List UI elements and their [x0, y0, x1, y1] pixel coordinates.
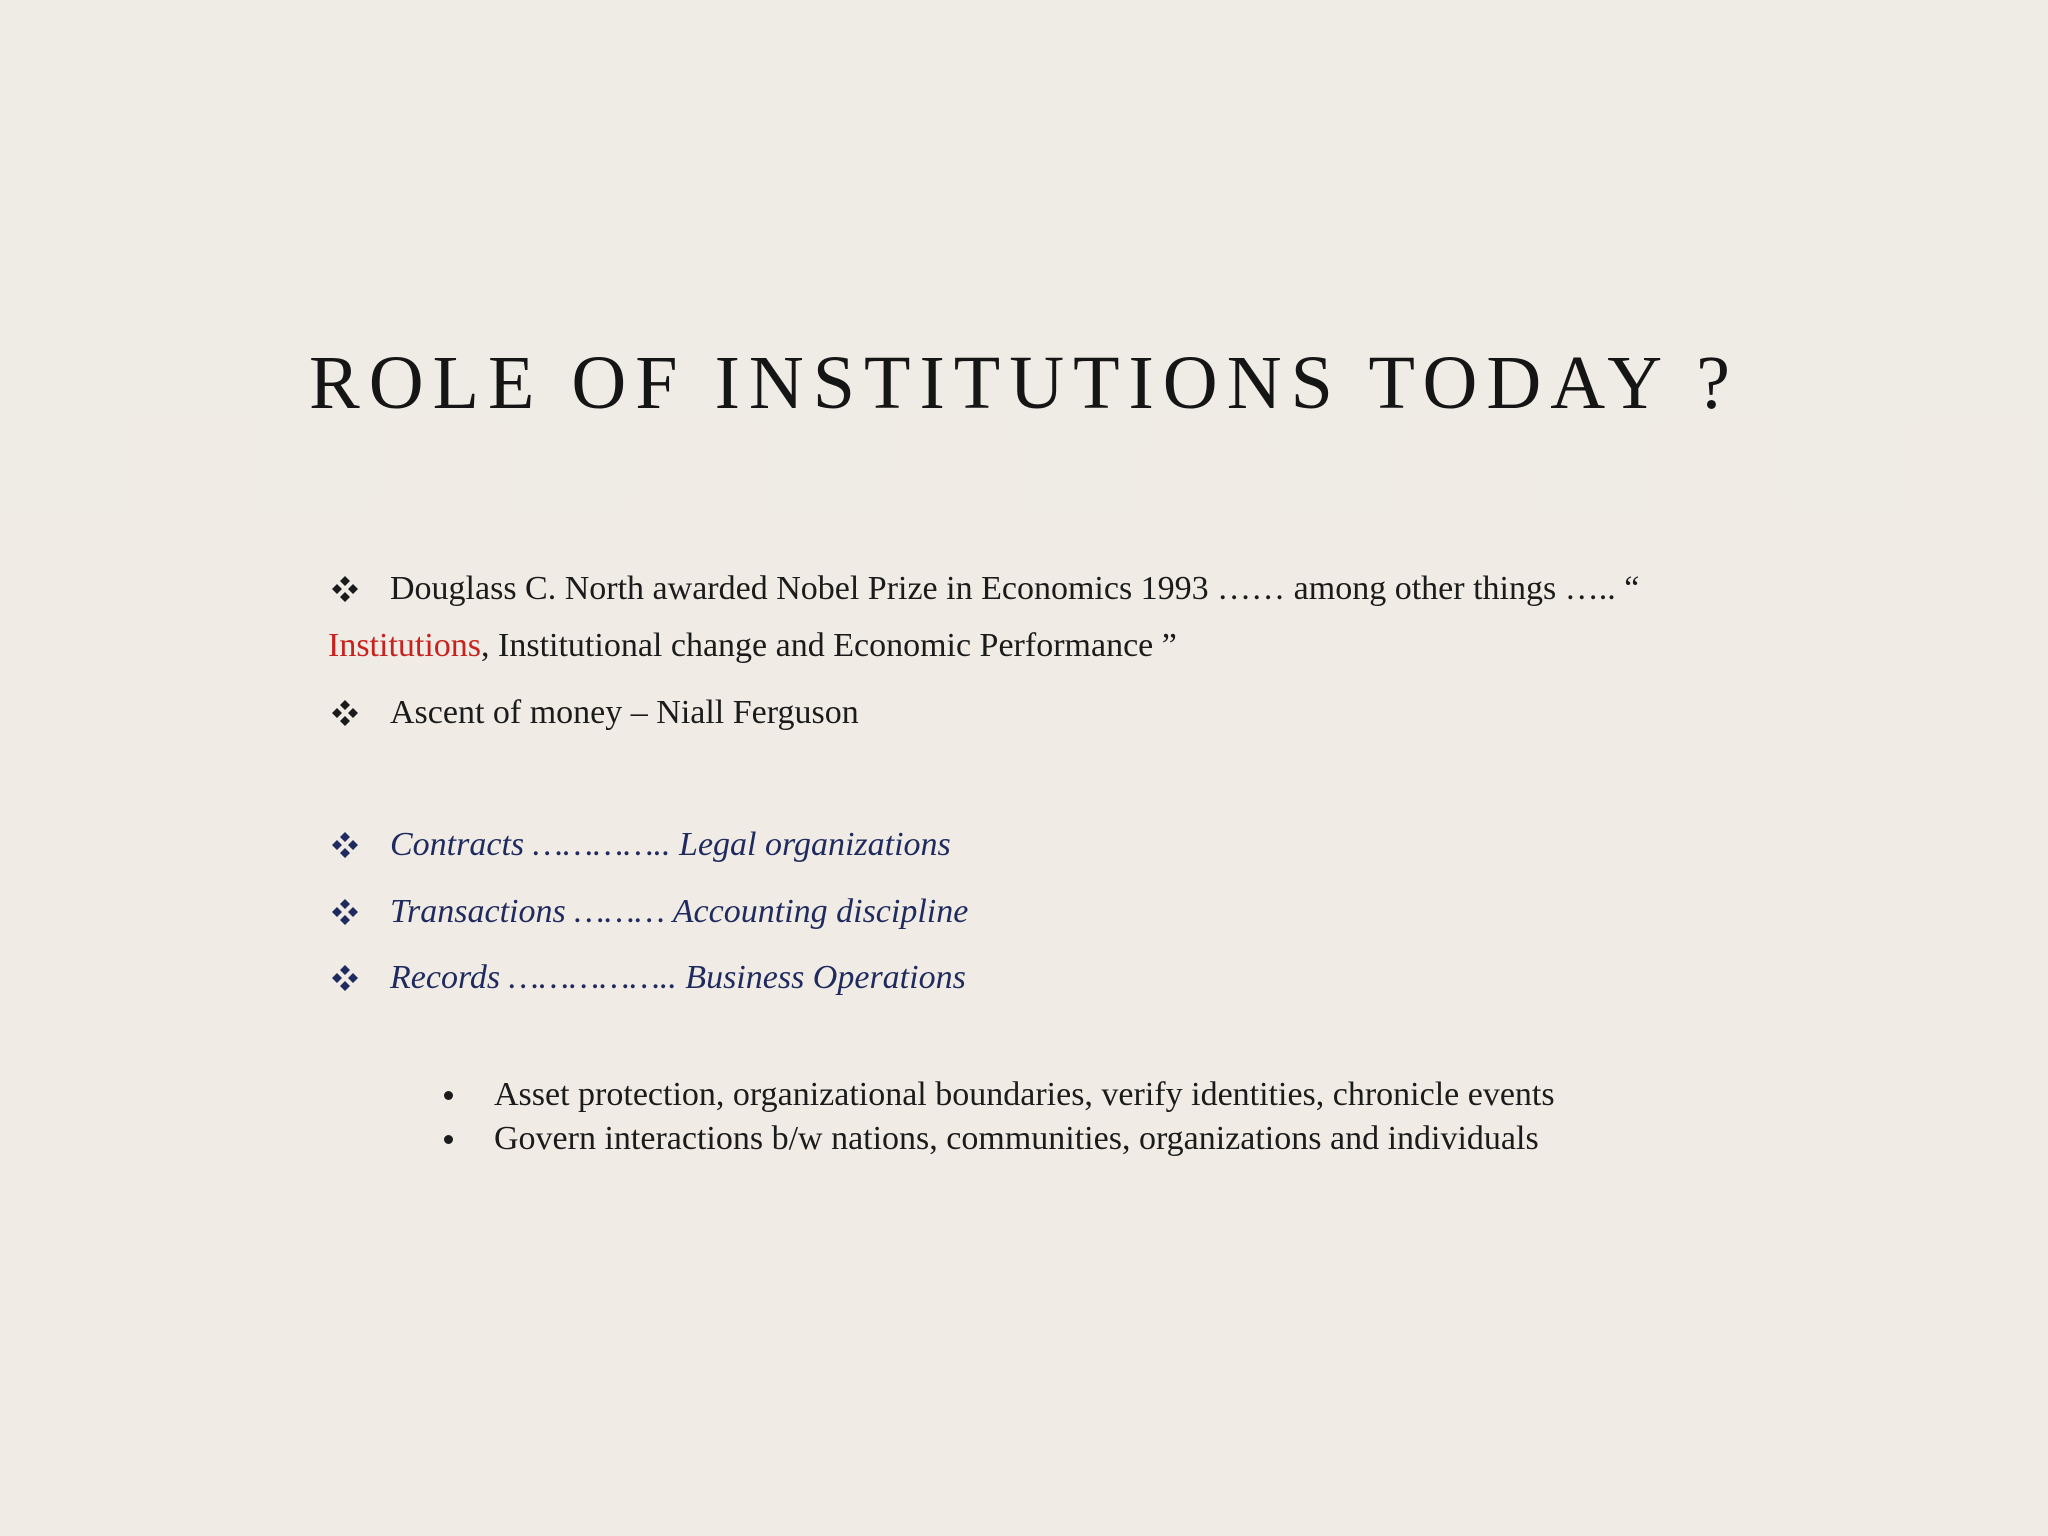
pair-text: Contracts ………….. Legal organizations — [390, 826, 951, 863]
diamond-cluster-icon — [330, 892, 360, 927]
diamond-cluster-icon — [330, 569, 360, 604]
bullet-text: Douglass C. North awarded Nobel Prize in Economics 1993 …… among other things ….. “ — [390, 570, 1640, 607]
bullet-text: Ascent of money – Niall Ferguson — [390, 694, 859, 731]
diamond-cluster-icon — [330, 825, 360, 860]
sub-point-list — [440, 1073, 1555, 1161]
pair-text: Records …………….. Business Operations — [390, 959, 966, 996]
list-item — [440, 1117, 1555, 1161]
list-item — [440, 1073, 1555, 1117]
diamond-cluster-icon — [330, 693, 360, 728]
bullet-dot-icon — [444, 1135, 453, 1144]
slide-title: ROLE OF INSTITUTIONS TODAY ? — [309, 341, 1739, 425]
sub-point-text: Govern interactions b/w nations, communities, organizations and individuals — [494, 1120, 1539, 1157]
sub-point-text: Asset protection, organizational boundaries, verify identities, chronicle events — [494, 1076, 1555, 1113]
bullet-dot-icon — [444, 1091, 453, 1100]
diamond-cluster-icon — [330, 958, 360, 993]
pair-text: Transactions ……… Accounting discipline — [390, 893, 969, 930]
bullet-continuation — [328, 626, 1177, 666]
highlight-institutions: Institutions — [328, 627, 482, 664]
continuation-text: , Institutional change and Economic Performance ” — [481, 627, 1177, 664]
